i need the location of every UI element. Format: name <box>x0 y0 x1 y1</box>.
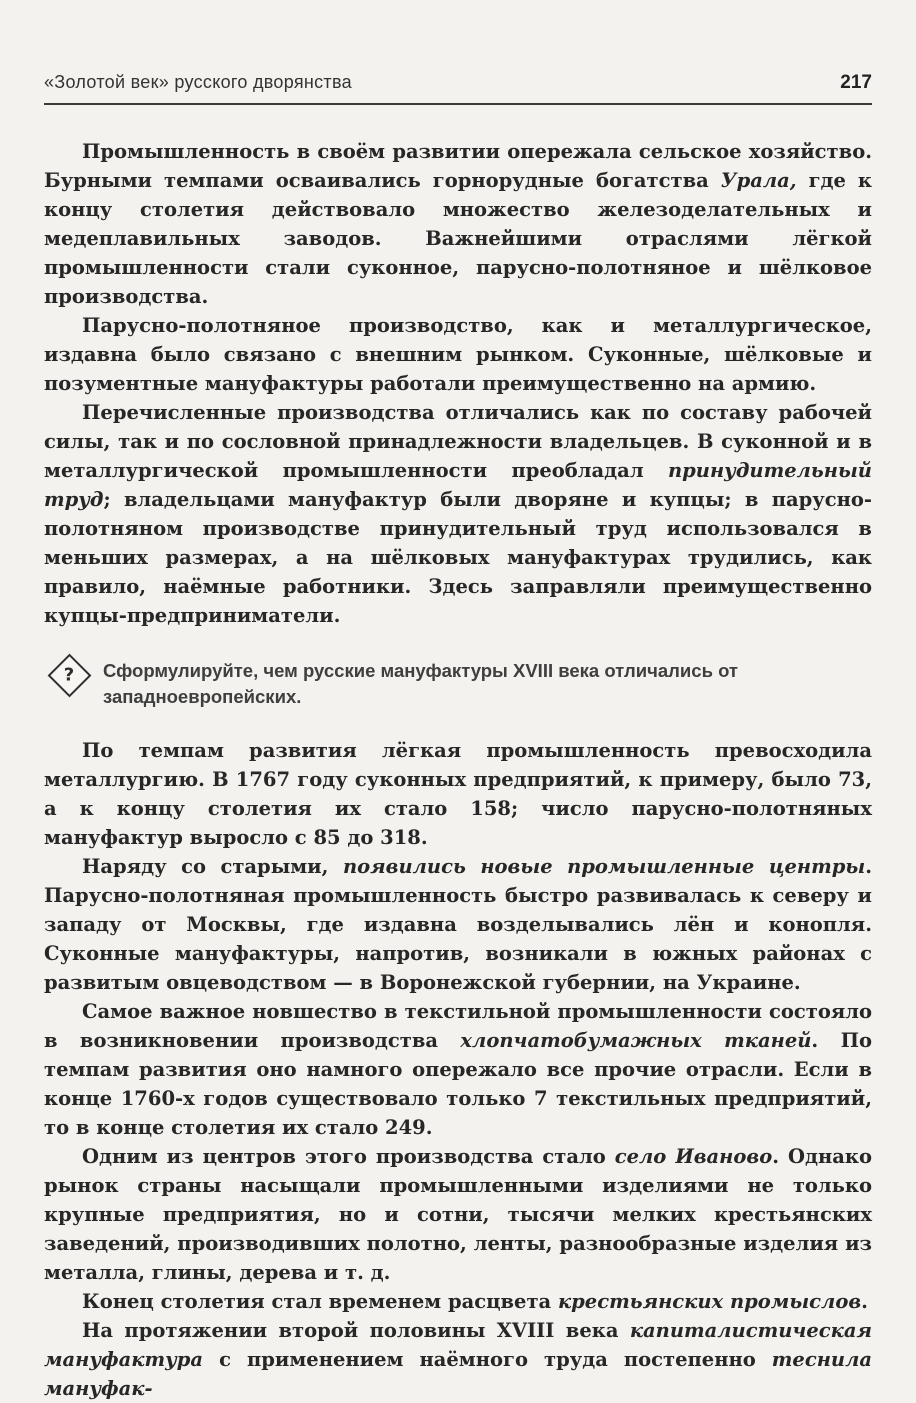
running-title: «Золотой век» русского дворянства <box>44 72 352 92</box>
header-rule <box>44 103 872 105</box>
page-header <box>44 72 872 94</box>
body-text <box>44 137 872 1403</box>
paragraph: Самое важное новшество в текстильной промышленности состояло в возникновении производства хлопчатобумажных тканей. По темпам развития оно намного опережало все прочие отрасли. Если в конце 1760-х годов существовало только 7 текстильных предприятий, то в конце столетия их стало 249. <box>44 1000 872 1139</box>
paragraph: Наряду со старыми, появились новые промышленные центры. Парусно-полотняная промышленность быстро развивалась к северу и западу от Москвы, где издавна возделывались лён и конопля. Суконные мануфактуры, напротив, возникали в южных районах с развитым овцеводством — в Воронежской губернии, на Украине. <box>44 855 873 994</box>
paragraph: Перечисленные производства отличались как по составу рабочей силы, так и по сословной принадлежности владельцев. В суконной и в металлургической промышленности преобладал принудительный труд; владельцами мануфактур были дворяне и купцы; в парусно-полотняном производстве принудительный труд использовался в меньших размерах, а на шёлковых мануфактурах трудились, как правило, наёмные работники. Здесь заправляли преимущественно купцы-предприниматели. <box>44 401 872 627</box>
paragraph: Одним из центров этого производства стало село Иваново. Однако рынок страны насыщали промышленными изделиями не только крупные предприятия, но и сотни, тысячи мелких крестьянских заведений, производивших полотно, ленты, разнообразные изделия из металла, глины, дерева и т. д. <box>44 1145 872 1284</box>
question-mark-glyph: ? <box>64 664 75 686</box>
question-diamond-icon <box>48 654 92 698</box>
question-block <box>50 656 872 710</box>
paragraph: Промышленность в своём развитии опережала сельское хозяйство. Бурными темпами осваивались горнорудные богатства Урала, где к концу столетия действовало множество железоделательных и медеплавильных заводов. Важнейшими отраслями лёгкой промышленности стали суконное, парусно-полотняное и шёлковое производства. <box>44 140 873 308</box>
paragraph: Парусно-полотняное производство, как и металлургическое, издавна было связано с внешним рынком. Суконные, шёлковые и позументные мануфактуры работали преимущественно на армию. <box>44 314 872 395</box>
paragraphs-top <box>44 137 872 630</box>
page-number: 217 <box>840 72 872 93</box>
paragraph: По темпам развития лёгкая промышленность превосходила металлургию. В 1767 году суконных предприятий, к примеру, было 73, а к концу столетия их стало 158; число парусно-полотняных мануфактур выросло с 85 до 318. <box>44 739 872 849</box>
paragraphs-bottom <box>44 736 872 1403</box>
paragraph: На протяжении второй половины XVIII века капиталистическая мануфактура с применением наёмного труда постепенно теснила мануфак- <box>44 1319 872 1400</box>
question-text: Сформулируйте, чем русские мануфактуры XVIII века отличались от западноевропейских. <box>103 660 738 707</box>
paragraph: Конец столетия стал временем расцвета крестьянских промыслов. <box>82 1290 868 1313</box>
